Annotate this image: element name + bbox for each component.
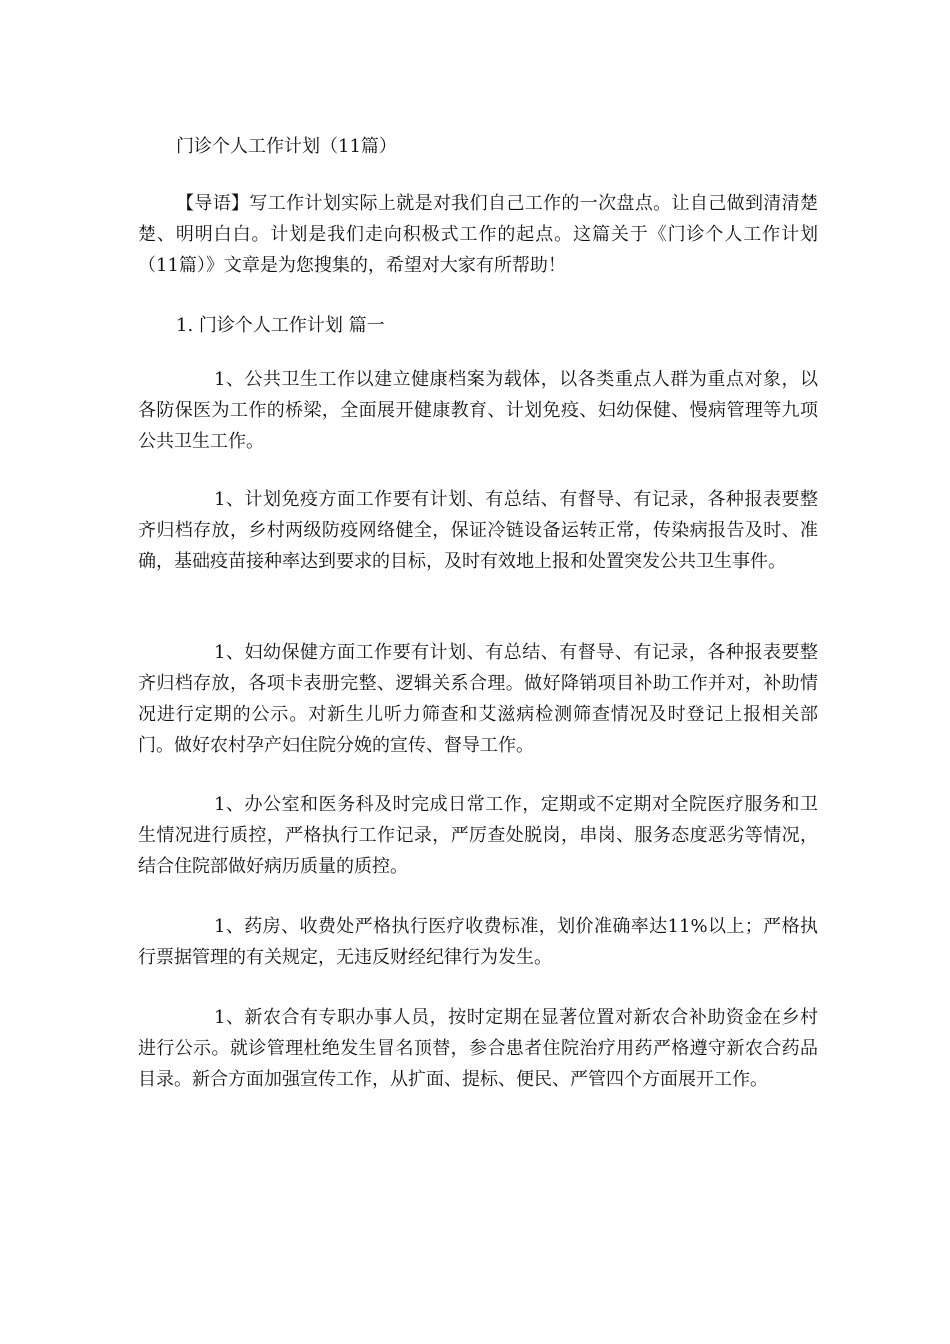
intro-paragraph: 【导语】写工作计划实际上就是对我们自己工作的一次盘点。让自己做到清清楚楚、明明白白。计划是我们走向积极式工作的起点。这篇关于《门诊个人工作计划（11篇）》文章是为您搜集的，希望对大家有所帮助！ <box>138 193 818 276</box>
paragraph-immunization: 1、计划免疫方面工作要有计划、有总结、有督导、有记录，各种报表要整齐归档存放，乡村两级防疫网络健全，保证冷链设备运转正常，传染病报告及时、准确，基础疫苗接种率达到要求的目标，及时有效地上报和处置突发公共卫生事件。 <box>138 489 818 572</box>
document-title: 门诊个人工作计划（11篇） <box>176 136 397 157</box>
paragraph-public-health: 1、公共卫生工作以建立健康档案为载体，以各类重点人群为重点对象，以各防保医为工作的桥梁，全面展开健康教育、计划免疫、妇幼保健、慢病管理等九项公共卫生工作。 <box>138 369 818 452</box>
paragraph-pharmacy-billing: 1、药房、收费处严格执行医疗收费标准，划价准确率达11%以上；严格执行票据管理的有关规定，无违反财经纪律行为发生。 <box>138 916 818 968</box>
paragraph-maternal-child-health: 1、妇幼保健方面工作要有计划、有总结、有督导、有记录，各种报表要整齐归档存放，各项卡表册完整、逻辑关系合理。做好降销项目补助工作并对，补助情况进行定期的公示。对新生儿听力筛查和艾滋病检测筛查情况及时登记上报相关部门。做好农村孕产妇住院分娩的宣传、督导工作。 <box>138 642 818 756</box>
paragraph-rural-cooperative: 1、新农合有专职办事人员，按时定期在显著位置对新农合补助资金在乡村进行公示。就诊管理杜绝发生冒名顶替，参合患者住院治疗用药严格遵守新农合药品目录。新合方面加强宣传工作，从扩面、提标、便民、严管四个方面展开工作。 <box>138 1007 818 1090</box>
section-heading: 1. 门诊个人工作计划 篇一 <box>176 315 385 336</box>
paragraph-office-medical: 1、办公室和医务科及时完成日常工作，定期或不定期对全院医疗服务和卫生情况进行质控，严格执行工作记录，严厉查处脱岗，串岗、服务态度恶劣等情况，结合住院部做好病历质量的质控。 <box>138 794 818 877</box>
